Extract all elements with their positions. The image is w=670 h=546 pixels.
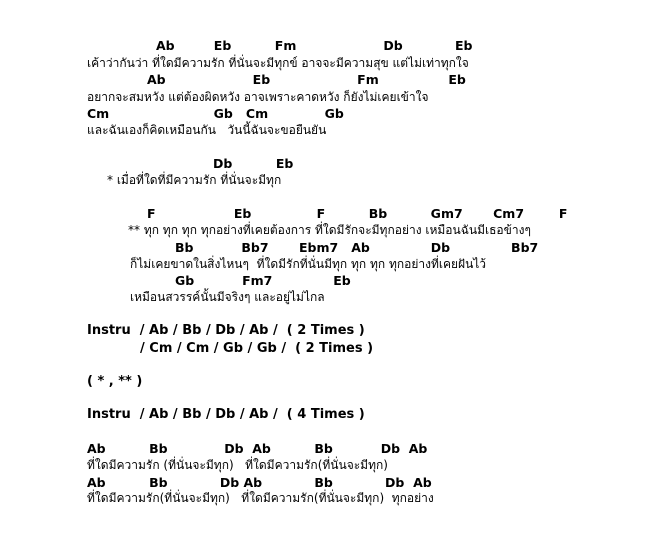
chorus-chords-3: Gb Fm7 Eb — [175, 273, 351, 288]
pre-chorus-chords: Db Eb — [213, 156, 294, 171]
chorus-chords-1: F Eb F Bb Gm7 Cm7 F — [147, 206, 568, 221]
verse-lyric-2: อยากจะสมหวัง แต่ต้องผิดหวัง อาจเพราะคาดหวัง ก็ยังไม่เคยเข้าใจ — [87, 90, 429, 104]
verse-chords-2: Ab Eb Fm Eb — [147, 72, 466, 87]
verse-chords-3: Cm Gb Cm Gb — [87, 106, 344, 121]
outro-lyric-1: ที่ใดมีความรัก (ที่นั่นจะมีทุก) ที่ใดมีความรัก(ที่นั่นจะมีทุก) — [87, 458, 388, 472]
instru-line-1: Instru / Ab / Bb / Db / Ab / ( 2 Times ) — [87, 323, 365, 338]
chorus-lyric-2: ก็ไม่เคยขาดในสิ่งไหนๆ ที่ใดมีรักที่นั่นมีทุก ทุก ทุก ทุกอย่างที่เคยฝันไว้ — [130, 257, 487, 271]
pre-chorus-lyric: * เมื่อที่ใดที่มีความรัก ที่นั่นจะมีทุก — [107, 173, 282, 187]
instru-line-2: / Cm / Cm / Gb / Gb / ( 2 Times ) — [140, 341, 374, 356]
verse-chords-1: Ab Eb Fm Db Eb — [156, 38, 473, 53]
outro-lyric-2: ที่ใดมีความรัก(ที่นั่นจะมีทุก) ที่ใดมีความรัก(ที่นั่นจะมีทุก) ทุกอย่าง — [87, 491, 434, 505]
repeat-marker: ( * , ** ) — [87, 374, 143, 389]
chorus-lyric-3: เหมือนสวรรค์นั้นมีจริงๆ และอยู่ไม่ไกล — [130, 290, 325, 304]
instru-line-3: Instru / Ab / Bb / Db / Ab / ( 4 Times ) — [87, 407, 365, 422]
verse-lyric-1: เค้าว่ากันว่า ที่ใดมีความรัก ที่นั่นจะมีทุกข์ อาจจะมีความสุข แต่ไม่เท่าทุกใจ — [87, 56, 469, 70]
outro-chords-1: Ab Bb Db Ab Bb Db Ab — [87, 441, 428, 456]
outro-chords-2: Ab Bb Db Ab Bb Db Ab — [87, 475, 432, 490]
chorus-chords-2: Bb Bb7 Ebm7 Ab Db Bb7 — [175, 240, 539, 255]
chorus-lyric-1: ** ทุก ทุก ทุก ทุกอย่างที่เคยต้องการ ที่ใดมีรักจะมีทุกอย่าง เหมือนฉันมีเธอข้างๆ — [128, 223, 531, 237]
verse-lyric-3: และฉันเองก็คิดเหมือนกัน วันนี้ฉันจะขอยืนยัน — [87, 123, 327, 137]
